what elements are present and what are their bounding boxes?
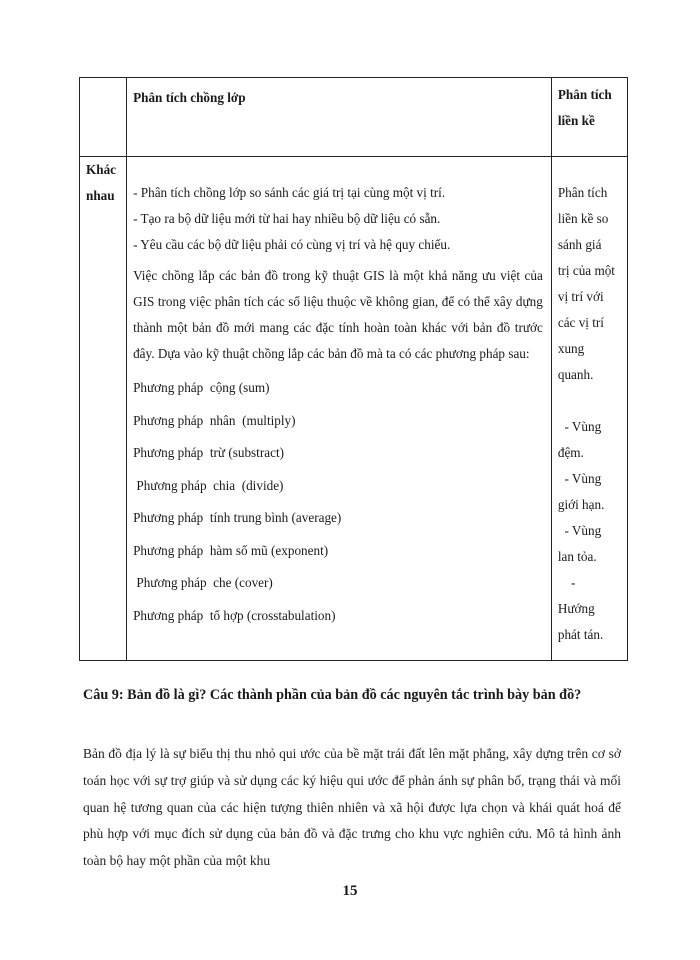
adjacent-item-line: lan tỏa. — [557, 549, 597, 564]
overlay-bullet-3: - Yêu cầu các bộ dữ liệu phải có cùng vị trí và hệ quy chiếu. — [133, 237, 451, 252]
method-item-multiply: Phương pháp nhân (multiply) — [133, 412, 296, 428]
row-label-cell — [80, 157, 127, 661]
method-list — [133, 372, 543, 632]
header-adjacent-analysis — [552, 78, 627, 134]
method-item-cover: Phương pháp che (cover) — [133, 575, 273, 590]
row-label-line2: nhau — [86, 188, 115, 203]
overlay-bullet-1: - Phân tích chồng lớp so sánh các giá trị tại cùng một vị trí. — [133, 185, 446, 200]
header-adjacent-line1: Phân tích — [557, 87, 612, 102]
header-overlay-analysis: Phân tích chồng lớp — [133, 90, 246, 105]
adjacent-desc-line: các vị trí — [557, 315, 604, 330]
comparison-table — [79, 77, 628, 661]
adjacent-content-cell — [551, 157, 627, 661]
table-row-differences — [80, 157, 628, 661]
adjacent-desc-line: Phân tích — [557, 185, 608, 200]
method-item-substract: Phương pháp trừ (substract) — [133, 445, 285, 460]
adjacent-desc-line: vị trí với — [557, 289, 604, 304]
adjacent-item-line: - Vùng — [557, 523, 602, 538]
method-item-sum: Phương pháp cộng (sum) — [133, 380, 270, 395]
adjacent-item-line: Hướng — [557, 601, 595, 616]
adjacent-desc-line: liền kề so — [557, 211, 609, 226]
adjacent-desc-line: trị của một — [557, 263, 615, 278]
answer-paragraph: Bản đồ địa lý là sự biểu thị thu nhỏ qui ước của bề mặt trái đất lên mặt phẳng, xây dựng trên cơ sở toán học với sự trợ giúp và sử dụng các ký hiệu qui ước để phản ánh sự phân bố, trạng thái và mối quan hệ tương quan của các hiện tượng thiên nhiên và xã hội được lựa chọn và khái quát hoá để phù hợp với mục đích sử dụng của bản đồ và đặc trưng cho khu vực nghiên cứu. Mô tả hình ảnh toàn bộ hay một phần của một khu — [83, 746, 621, 869]
header-cell-overlay — [127, 78, 552, 157]
adjacent-desc-line: sánh giá — [557, 237, 602, 252]
overlay-paragraph: Việc chồng lắp các bản đồ trong kỹ thuật GIS là một khả năng ưu việt của GIS trong việc phân tích các số liệu thuộc về không gian, để có thể xây dựng thành một bản đồ mới mang các đặc tính hoàn toàn khác với bản đồ trước đây. Dựa vào kỹ thuật chồng lắp các bản đồ mà ta có các phương pháp sau: — [133, 268, 543, 361]
header-adjacent-line2: liền kề — [557, 113, 595, 128]
header-cell-empty — [80, 78, 127, 157]
overlay-bullet-2: - Tạo ra bộ dữ liệu mới từ hai hay nhiều bộ dữ liệu có sẵn. — [133, 211, 441, 226]
method-item-average: Phương pháp tính trung bình (average) — [133, 510, 342, 525]
adjacent-item-line: - Vùng — [557, 471, 602, 486]
adjacent-item-line: - Vùng — [557, 419, 602, 434]
row-label-line1: Khác — [86, 162, 117, 177]
adjacent-item-line: - — [557, 575, 576, 590]
page-number: 15 — [342, 883, 358, 899]
table-header-row — [80, 78, 628, 157]
adjacent-item-line: phát tán. — [557, 627, 604, 642]
method-item-divide: Phương pháp chia (divide) — [133, 477, 284, 493]
question-heading: Câu 9: Bản đồ là gì? Các thành phần của bản đồ các nguyên tắc trình bày bản đồ? — [83, 687, 582, 703]
adjacent-item-line: giới hạn. — [557, 497, 605, 512]
adjacent-item-line: đệm. — [557, 445, 584, 460]
method-item-crosstabulation: Phương pháp tổ hợp (crosstabulation) — [133, 607, 336, 623]
method-item-exponent: Phương pháp hàm số mũ (exponent) — [133, 542, 329, 558]
adjacent-desc-line: quanh. — [557, 367, 594, 382]
header-cell-adjacent — [551, 78, 627, 157]
row-label — [80, 157, 126, 209]
adjacent-desc-line: xung — [557, 341, 585, 356]
overlay-content-cell — [127, 157, 552, 661]
